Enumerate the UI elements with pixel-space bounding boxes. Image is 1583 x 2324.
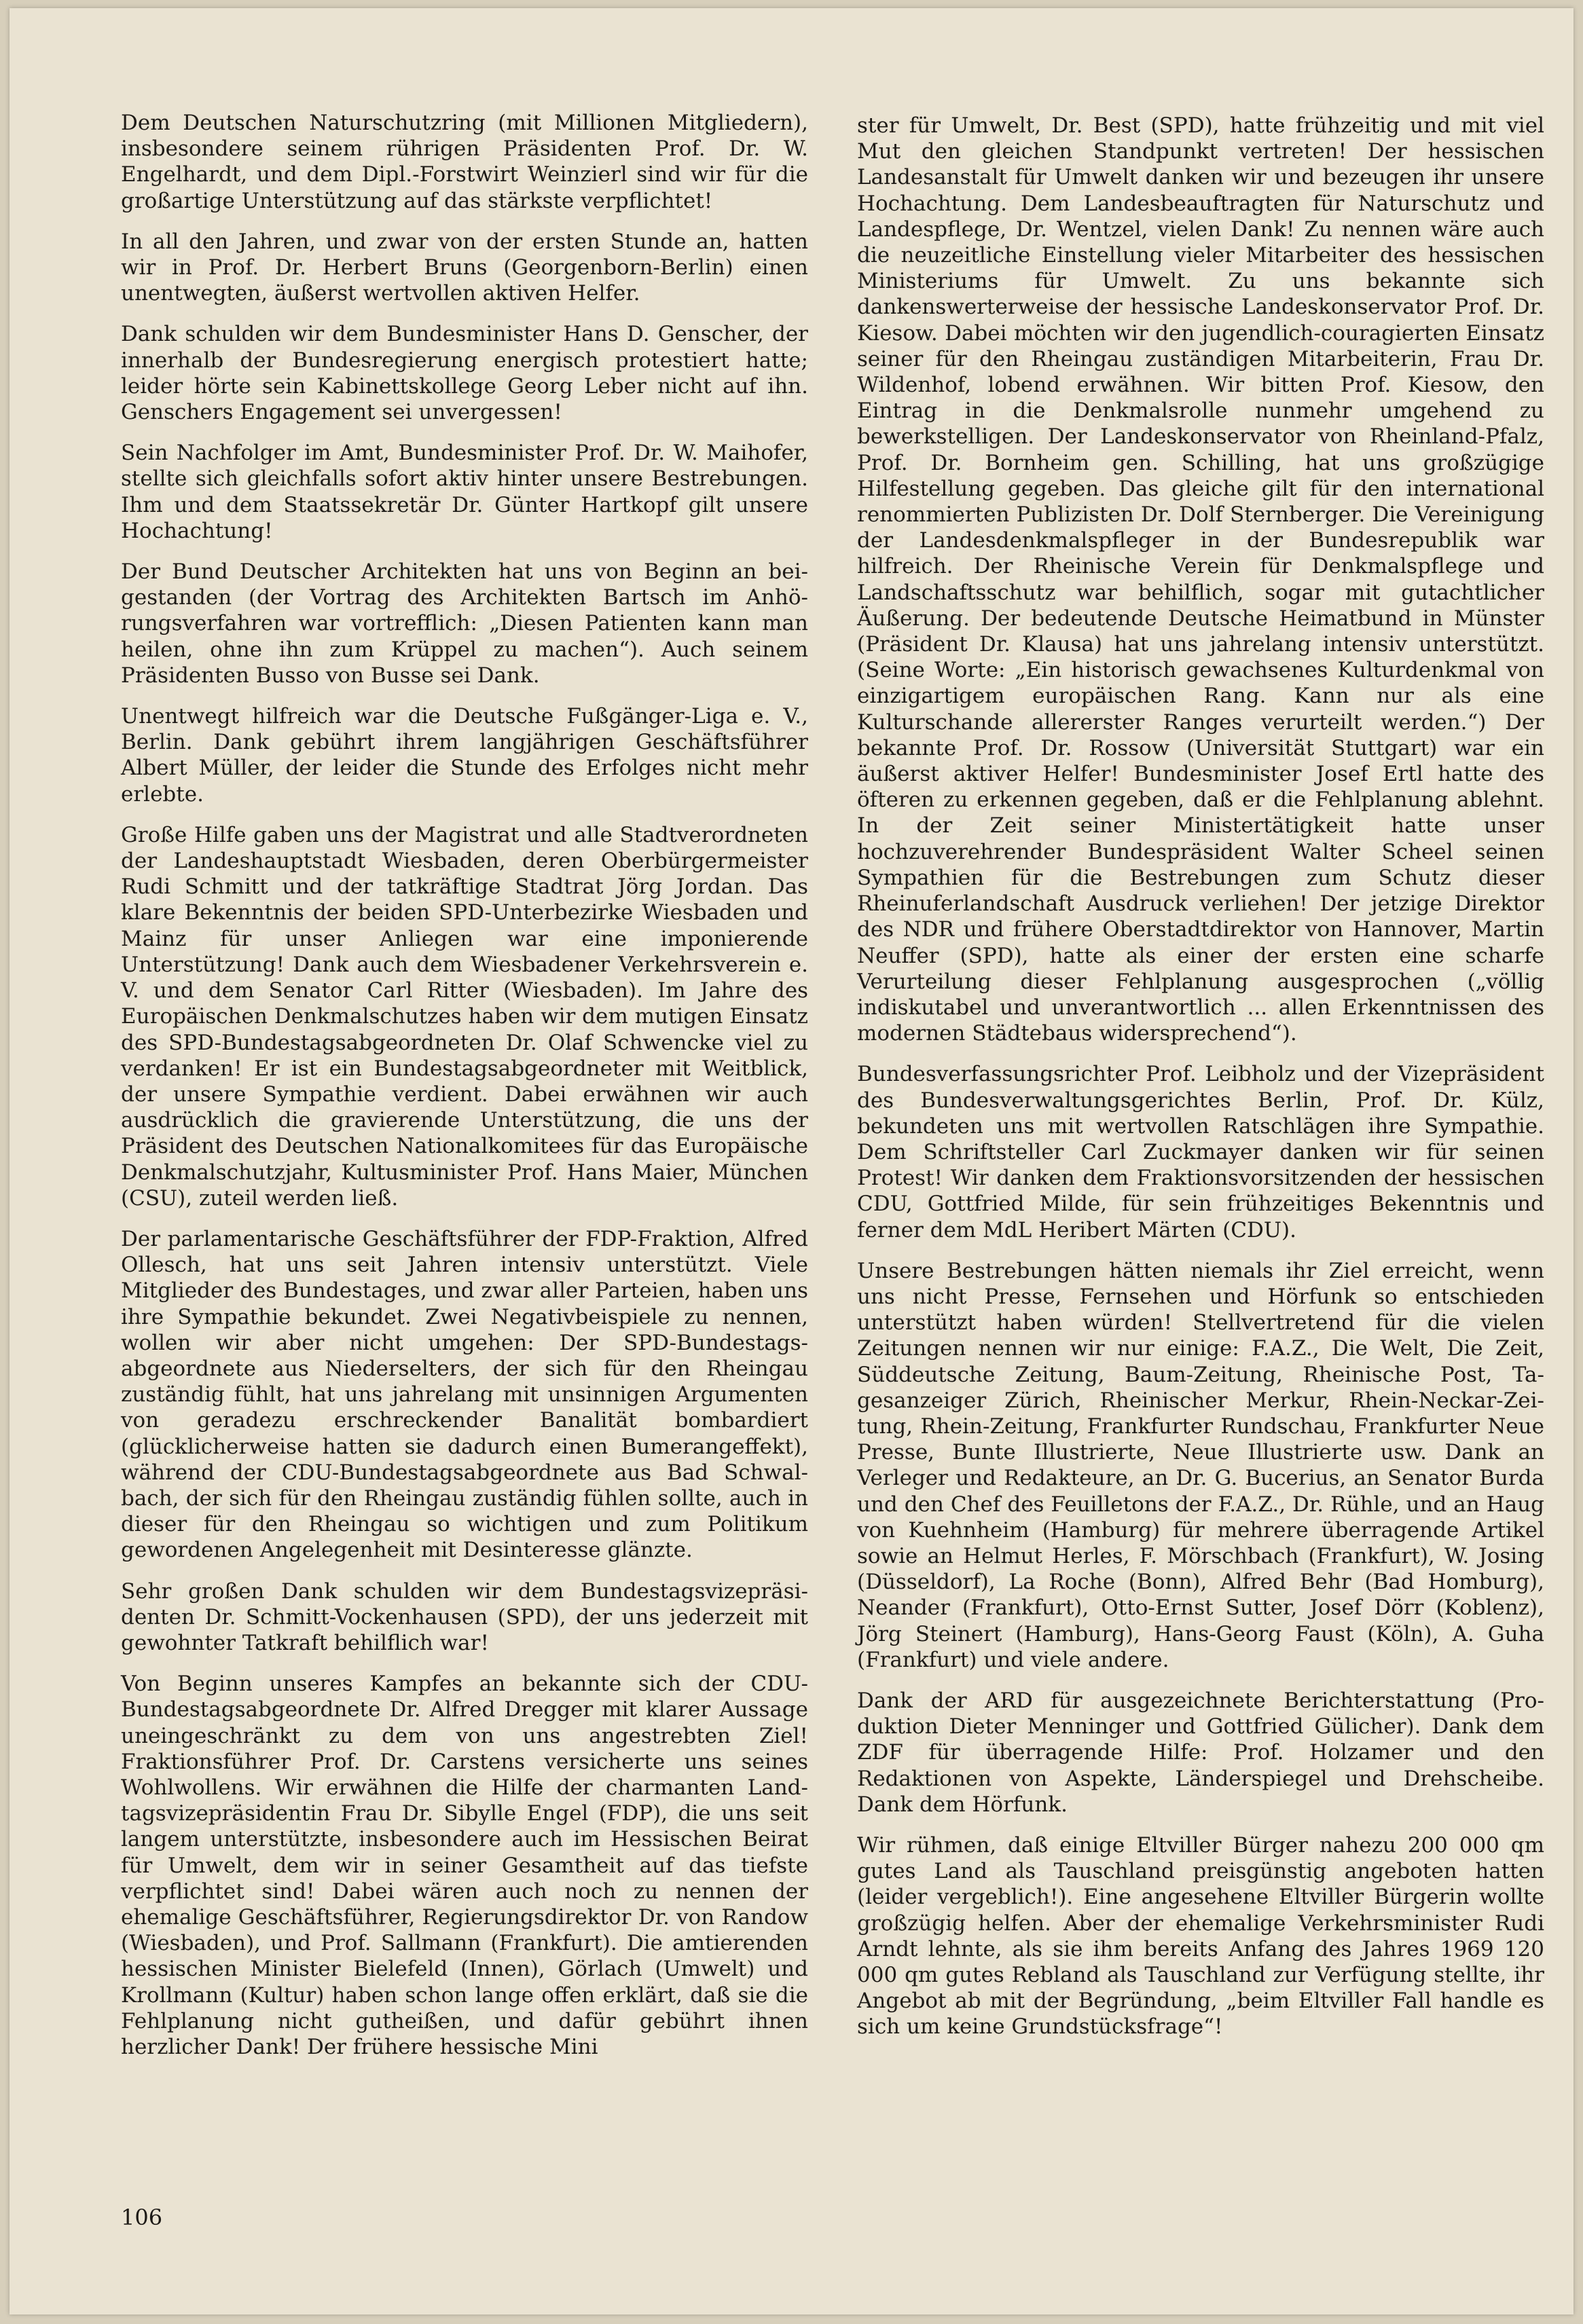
page (10, 8, 1573, 2314)
paragraph: Sein Nachfolger im Amt, Bundesminister Prof. Dr. W. Maihofer, stellte sich gleichfalls sofort aktiv hinter unsere Bestrebungen. Ihm und dem Staatssekretär Dr. Günter Hartkopf gilt unsere Hochachtung! (121, 441, 808, 543)
paragraph: Dank der ARD für ausgezeichnete Berichterstattung (Produktion Dieter Menninger und Gottfried Gülicher). Dank dem ZDF für überragende Hilfe: Prof. Holzamer und den Redaktionen von Aspekte, Länderspiegel und Drehscheibe. Dank dem Hörfunk. (857, 1688, 1544, 1817)
right-column (857, 113, 1544, 2055)
paragraph: In all den Jahren, und zwar von der ersten Stunde an, hatten wir in Prof. Dr. Herbert Bruns (Georgenborn-Berlin) einen unentwegten, äußerst wertvollen aktiven Helfer. (121, 229, 808, 306)
paragraph: Dank schulden wir dem Bundesminister Hans D. Genscher, der innerhalb der Bundesregierung energisch protestiert hatte; leider hörte sein Kabinettskollege Georg Leber nicht auf ihn. Genschers Engagement sei unvergessen! (121, 322, 808, 425)
paragraph: Sehr großen Dank schulden wir dem Bundestagsvizepräsidenten Dr. Schmitt-Vockenhausen (SPD), der uns jederzeit mit gewohnter Tatkraft behilflich war! (121, 1579, 808, 1655)
paragraph: ster für Umwelt, Dr. Best (SPD), hatte frühzeitig und mit viel Mut den gleichen Standpunkt vertreten! Der hessischen Landesanstalt für Umwelt danken wir und bezeugen ihr unsere Hochachtung. Dem Landesbeauftragten für Naturschutz und Landespflege, Dr. Wentzel, vielen Dank! Zu nennen wäre auch die neuzeitliche Einstellung vieler Mitarbeiter des hessischen Ministeriums für Umwelt. Zu uns bekannte sich dankenswerterweise der hessische Landeskonservator Prof. Dr. Kiesow. Dabei möchten wir den jugendlich-couragierten Einsatz seiner für den Rheingau zuständigen Mitarbeiterin, Frau Dr. Wildenhof, lobend erwähnen. Wir bitten Prof. Kiesow, den Eintrag in die Denkmalsrolle nunmehr umgehend zu bewerkstelligen. Der Landeskonservator von Rheinland-Pfalz, Prof. Dr. Bornheim gen. Schilling, hat uns großzügige Hilfestellung gegeben. Das gleiche gilt für den international renommierten Publizisten Dr. Dolf Sternberger. Die Vereinigung der Landesdenkmalspfleger in der Bundesrepublik war hilfreich. Der Rheinische Verein für Denkmalspflege und Landschaftsschutz war behilflich, sogar mit gutachtlicher Äußerung. Der bedeutende Deutsche Heimatbund in Münster (Präsident Dr. Klausa) hat uns jahrelang intensiv unterstützt. (Seine Worte: „Ein historisch gewachsenes Kulturdenkmal von einzigartigem europäischen Rang. Kann nur als eine Kulturschande allererster Ranges verurteilt werden.“) Der bekannte Prof. Dr. Rossow (Universität Stuttgart) war ein äußerst aktiver Helfer! Bundesminister Josef Ertl hatte des öfteren zu erkennen gegeben, daß er die Fehlplanung ablehnt. In der Zeit seiner Ministertätigkeit hatte unser hochzuverehrender Bundespräsident Walter Scheel seinen Sympathien für die Bestrebungen zum Schutz dieser Rheinuferlandschaft Ausdruck verliehen! Der jetzige Direktor des NDR und frühere Oberstadtdirektor von Hannover, Martin Neuffer (SPD), hatte als einer der ersten eine scharfe Verurteilung dieser Fehlplanung ausgesprochen („völlig indiskutabel und unverantwortlich ... allen Erkenntnissen des modernen Städtebaus widersprechend“). (857, 113, 1544, 1046)
page-number: 106 (121, 2205, 163, 2230)
paragraph: Große Hilfe gaben uns der Magistrat und alle Stadtverordneten der Landeshauptstadt Wiesbaden, deren Oberbürgermeister Rudi Schmitt und der tatkräftige Stadtrat Jörg Jordan. Das klare Bekenntnis der beiden SPD-Unterbezirke Wiesbaden und Mainz für unser Anliegen war eine imponierende Unterstützung! Dank auch dem Wiesbadener Verkehrsverein e. V. und dem Senator Carl Ritter (Wiesbaden). Im Jahre des Europäischen Denkmalschutzes haben wir dem mutigen Einsatz des SPD-Bundestagsabgeordneten Dr. Olaf Schwencke viel zu verdanken! Er ist ein Bundestagsabgeordneter mit Weitblick, der unsere Sympathie verdient. Dabei erwähnen wir auch ausdrücklich die gravierende Unterstützung, die uns der Präsident des Deutschen Nationalkomitees für das Europäische Denkmalschutzjahr, Kultusminister Prof. Hans Maier, München (CSU), zuteil werden ließ. (121, 822, 809, 1211)
paragraph: Bundesverfassungsrichter Prof. Leibholz und der Vizepräsident des Bundesverwaltungsgerichtes Berlin, Prof. Dr. Külz, bekundeten uns mit wertvollen Ratschlägen ihre Sympathie. Dem Schriftsteller Carl Zuckmayer danken wir für seinen Protest! Wir danken dem Fraktionsvorsitzenden der hessischen CDU, Gottfried Milde, für sein frühzeitiges Bekenntnis und ferner dem MdL Heribert Märten (CDU). (857, 1062, 1544, 1242)
paragraph: Der Bund Deutscher Architekten hat uns von Beginn an beigestanden (der Vortrag des Architekten Bartsch im Anhörungsverfahren war vortrefflich: „Diesen Patienten kann man heilen, ohne ihn zum Krüppel zu machen“). Auch seinem Präsidenten Busso von Busse sei Dank. (121, 559, 808, 688)
left-column (121, 110, 808, 2075)
paragraph: Unsere Bestrebungen hätten niemals ihr Ziel erreicht, wenn uns nicht Presse, Fernsehen und Hörfunk so entschieden unterstützt haben würden! Stellvertretend für die vielen Zeitungen nennen wir nur einige: F.A.Z., Die Welt, Die Zeit, Süddeutsche Zeitung, Baum-Zeitung, Rheinische Post, Tagesanzeiger Zürich, Rheinischer Merkur, Rhein-Neckar-Zeitung, Rhein-Zeitung, Frankfurter Rundschau, Frankfurter Neue Presse, Bunte Illustrierte, Neue Illustrierte usw. Dank an Verleger und Redakteure, an Dr. G. Bucerius, an Senator Burda und den Chef des Feuilletons der F.A.Z., Dr. Rühle, und an Haug von Kuehnheim (Hamburg) für mehrere überragende Artikel sowie an Helmut Herles, F. Mörschbach (Frankfurt), W. Josing (Düsseldorf), La Roche (Bonn), Alfred Behr (Bad Homburg), Neander (Frankfurt), Otto-Ernst Sutter, Josef Dörr (Koblenz), Jörg Steinert (Hamburg), Hans-Georg Faust (Köln), A. Guha (Frankfurt) und viele andere. (857, 1258, 1544, 1672)
paragraph: Der parlamentarische Geschäftsführer der FDP-Fraktion, Alfred Ollesch, hat uns seit Jahren intensiv unterstützt. Viele Mitglieder des Bundestages, und zwar aller Parteien, haben uns ihre Sympathie bekundet. Zwei Negativbeispiele zu nennen, wollen wir aber nicht umgehen: Der SPD-Bundestagsabgeordnete aus Niederselters, der sich für den Rheingau zuständig fühlt, hat uns jahrelang mit unsinnigen Argumenten von geradezu erschreckender Banalität bombardiert (glücklicherweise hatten sie dadurch einen Bumerangeffekt), während der CDU-Bundestagsabgeordnete aus Bad Schwalbach, der sich für den Rheingau zuständig fühlen sollte, auch in dieser für den Rheingau so wichtigen und zum Politikum gewordenen Angelegenheit mit Desinteresse glänzte. (121, 1226, 808, 1563)
paragraph: Von Beginn unseres Kampfes an bekannte sich der CDU-Bundestagsabgeordnete Dr. Alfred Dregger mit klarer Aussage uneingeschränkt zu dem von uns angestrebten Ziel! Fraktionsführer Prof. Dr. Carstens versicherte uns seines Wohlwollens. Wir erwähnen die Hilfe der charmanten Landtagsvizepräsidentin Frau Dr. Sibylle Engel (FDP), die uns seit langem unterstützte, insbesondere auch im Hessischen Beirat für Umwelt, dem wir in seiner Gesamtheit auf das tiefste verpflichtet sind! Dabei wären auch noch zu nennen der ehemalige Geschäftsführer, Regierungsdirektor Dr. von Randow (Wiesbaden), und Prof. Sallmann (Frankfurt). Die amtierenden hessischen Minister Bielefeld (Innen), Görlach (Umwelt) und Krollmann (Kultur) haben schon lange offen erklärt, daß sie die Fehlplanung nicht gutheißen, und dafür gebührt ihnen herzlicher Dank! Der frühere hessische Mini (121, 1672, 808, 2060)
paragraph: Unentwegt hilfreich war die Deutsche Fußgänger-Liga e. V., Berlin. Dank gebührt ihrem langjährigen Geschäftsführer Albert Müller, der leider die Stunde des Erfolges nicht mehr erlebte. (121, 704, 808, 807)
paragraph: Dem Deutschen Naturschutzring (mit Millionen Mitgliedern), insbesondere seinem rührigen Präsidenten Prof. Dr. W. Engelhardt, und dem Dipl.-Forstwirt Weinzierl sind wir für die großartige Unterstützung auf das stärkste verpflichtet! (121, 111, 808, 213)
paragraph: Wir rühmen, daß einige Eltviller Bürger nahezu 200 000 qm gutes Land als Tauschland preisgünstig angeboten hatten (leider vergeblich!). Eine angesehene Eltviller Bürgerin wollte großzügig helfen. Aber der ehemalige Verkehrsminister Rudi Arndt lehnte, als sie ihm bereits Anfang des Jahres 1969 120 000 qm gutes Rebland als Tauschland zur Verfügung stellte, ihr Angebot ab mit der Begründung, „beim Eltviller Fall handle es sich um keine Grundstücksfrage“! (857, 1833, 1544, 2040)
